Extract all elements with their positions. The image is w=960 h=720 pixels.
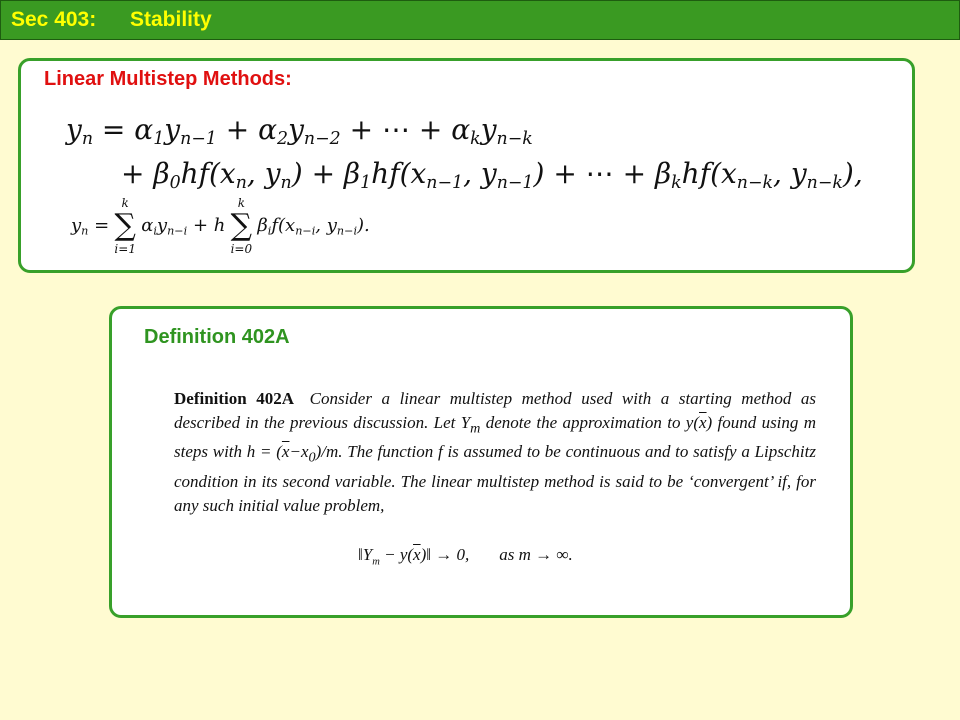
definition-heading: Definition 402A (144, 326, 290, 348)
multistep-equation-line-2: + $\beta_0hf(x_n$, $y_n) + \beta_1hf(x_{n-1}$, $y_{n-1}$) + ⋯ + $\beta_khf(x_{n-k}$, $y_{n-k}$), (121, 157, 863, 194)
section-number: Sec 403: (11, 8, 97, 31)
definition-label: Definition 402A (174, 389, 295, 408)
definition-text: Definition 402A Consider a linear multistep method used with a starting method as described in the previous discussion. Let $Y_m$ denote the approximation to $y(\overline{x})$ found using m steps with $h = (\overline{x}-x_0)/m$. The function f is assumed to be continuous and to satisfy a Lipschitz condition in its second variable. The linear multistep method is said to be ‘convergent’ if, for any such initial value problem, (174, 389, 817, 515)
multistep-equation-line-1: $y_n = \alpha_1y_{n-1} + \alpha_2y_{n-2}$ + ⋯ + $\alpha_ky_{n-k}$ (66, 113, 533, 150)
convergence-equation: $‖Y_m$ − $y(\overline{x})‖ \to 0$, as m → ∞. (358, 545, 573, 568)
header-bar (0, 0, 960, 40)
linear-multistep-box (18, 58, 915, 273)
linear-multistep-heading: Linear Multistep Methods: (44, 68, 292, 90)
definition-box (109, 306, 853, 618)
section-title: Stability (130, 8, 212, 31)
multistep-summation-equation: $y_n$ = k ∑ i=1 $\alpha_iy_{n-i} + h$ k ∑ i=0 $\beta_if(x_{n-i}$, $y_{n-i}$). (71, 196, 370, 256)
